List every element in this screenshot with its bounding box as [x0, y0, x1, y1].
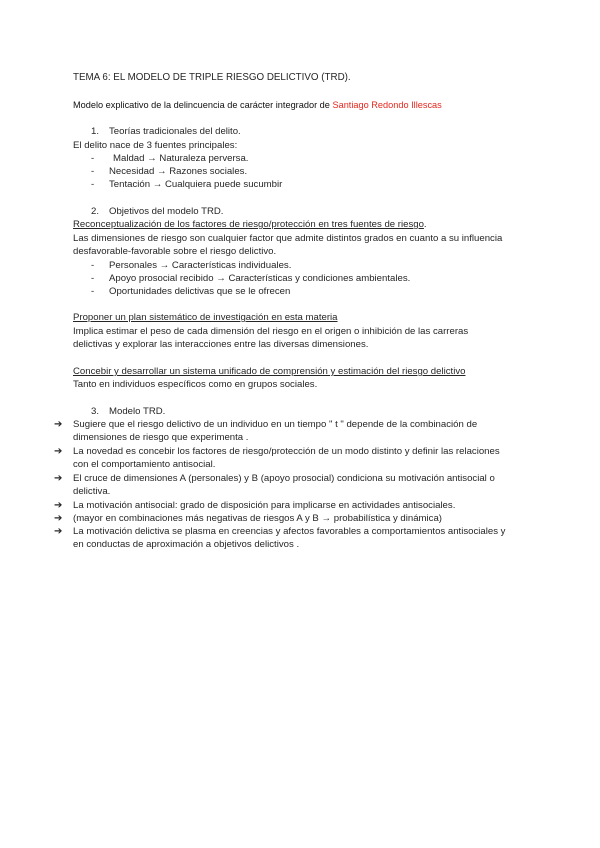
section1-intro: El delito nace de 3 fuentes principales:: [73, 140, 238, 151]
arrow-bullet-icon: ➔: [54, 419, 63, 430]
objective3-title: Concebir y desarrollar un sistema unificado de comprensión y estimación del riesgo delictivo: [73, 366, 466, 377]
arrow-bullet-icon: ➔: [54, 500, 63, 511]
subtitle-prefix: Modelo explicativo de la delincuencia de carácter integrador de: [73, 100, 333, 110]
model-bullet-line: La novedad es concebir los factores de riesgo/protección de un modo distinto y definir las relaciones: [73, 446, 500, 457]
arrow-bullet-icon: ➔: [54, 446, 63, 457]
document-subtitle: [73, 99, 442, 111]
arrow-bullet-icon: ➔: [54, 473, 63, 484]
objective2-text-line: delictivas y explorar las interacciones entre las diversas dimensiones.: [73, 339, 369, 350]
section1-number: 1.: [91, 126, 100, 137]
model-bullet-line: con el comportamiento antisocial.: [73, 459, 216, 470]
section1-item: Maldad → Naturaleza perversa.: [113, 153, 249, 164]
section1-item: Necesidad → Razones sociales.: [109, 166, 248, 177]
list-dash: -: [91, 260, 95, 271]
objective2-text-line: Implica estimar el peso de cada dimensión del riesgo en el origen o inhibición de las carreras: [73, 326, 469, 337]
objective1-item: Apoyo prosocial recibido → Características y condiciones ambientales.: [109, 273, 411, 284]
section2-number: 2.: [91, 206, 100, 217]
section1-item: Tentación → Cualquiera puede sucumbir: [109, 179, 283, 190]
document-title: TEMA 6: EL MODELO DE TRIPLE RIESGO DELICTIVO (TRD).: [73, 72, 351, 83]
arrow-bullet-icon: ➔: [54, 526, 63, 537]
arrow-bullet-icon: ➔: [54, 513, 63, 524]
list-dash: -: [91, 153, 95, 164]
objective3-text: Tanto en individuos específicos como en grupos sociales.: [73, 379, 318, 390]
list-dash: -: [91, 273, 95, 284]
section2-heading: Objetivos del modelo TRD.: [109, 206, 224, 217]
section3-heading: Modelo TRD.: [109, 406, 166, 417]
model-bullet-line: La motivación antisocial: grado de disposición para implicarse en actividades antisociales.: [73, 500, 456, 511]
objective1-title: [73, 219, 427, 231]
objective2-title: Proponer un plan sistemático de investigación en esta materia: [73, 312, 338, 323]
objective1-item: Personales → Características individuales.: [109, 260, 292, 271]
model-bullet-line: (mayor en combinaciones más negativas de riesgos A y B → probabilística y dinámica): [73, 513, 442, 524]
objective1-item: Oportunidades delictivas que se le ofrecen: [109, 286, 291, 297]
objective1-title-end: .: [423, 219, 427, 230]
model-bullet-line: La motivación delictiva se plasma en creencias y afectos favorables a comportamientos antisociales y: [73, 526, 506, 537]
objective1-text-line: Las dimensiones de riesgo son cualquier factor que admite distintos grados en cuanto a su influencia: [73, 233, 503, 244]
model-bullet-line: El cruce de dimensiones A (personales) y B (apoyo prosocial) condiciona su motivación antisocial o: [73, 473, 495, 484]
list-dash: -: [91, 286, 95, 297]
model-bullet-line: dimensiones de riesgo que experimenta .: [73, 432, 249, 443]
section3-number: 3.: [91, 406, 100, 417]
author-name: Santiago Redondo Illescas: [332, 100, 442, 110]
list-dash: -: [91, 166, 95, 177]
model-bullet-line: en conductas de aproximación a objetivos delictivos .: [73, 539, 300, 550]
section1-heading: Teorías tradicionales del delito.: [109, 126, 241, 137]
model-bullet-line: Sugiere que el riesgo delictivo de un individuo en un tiempo " t " depende de la combinación de: [73, 419, 478, 430]
objective1-text-line: desfavorable-favorable sobre el riesgo delictivo.: [73, 246, 277, 257]
objective1-title-text: Reconceptualización de los factores de riesgo/protección en tres fuentes de riesgo: [73, 219, 424, 230]
model-bullet-line: delictiva.: [73, 486, 111, 497]
list-dash: -: [91, 179, 95, 190]
